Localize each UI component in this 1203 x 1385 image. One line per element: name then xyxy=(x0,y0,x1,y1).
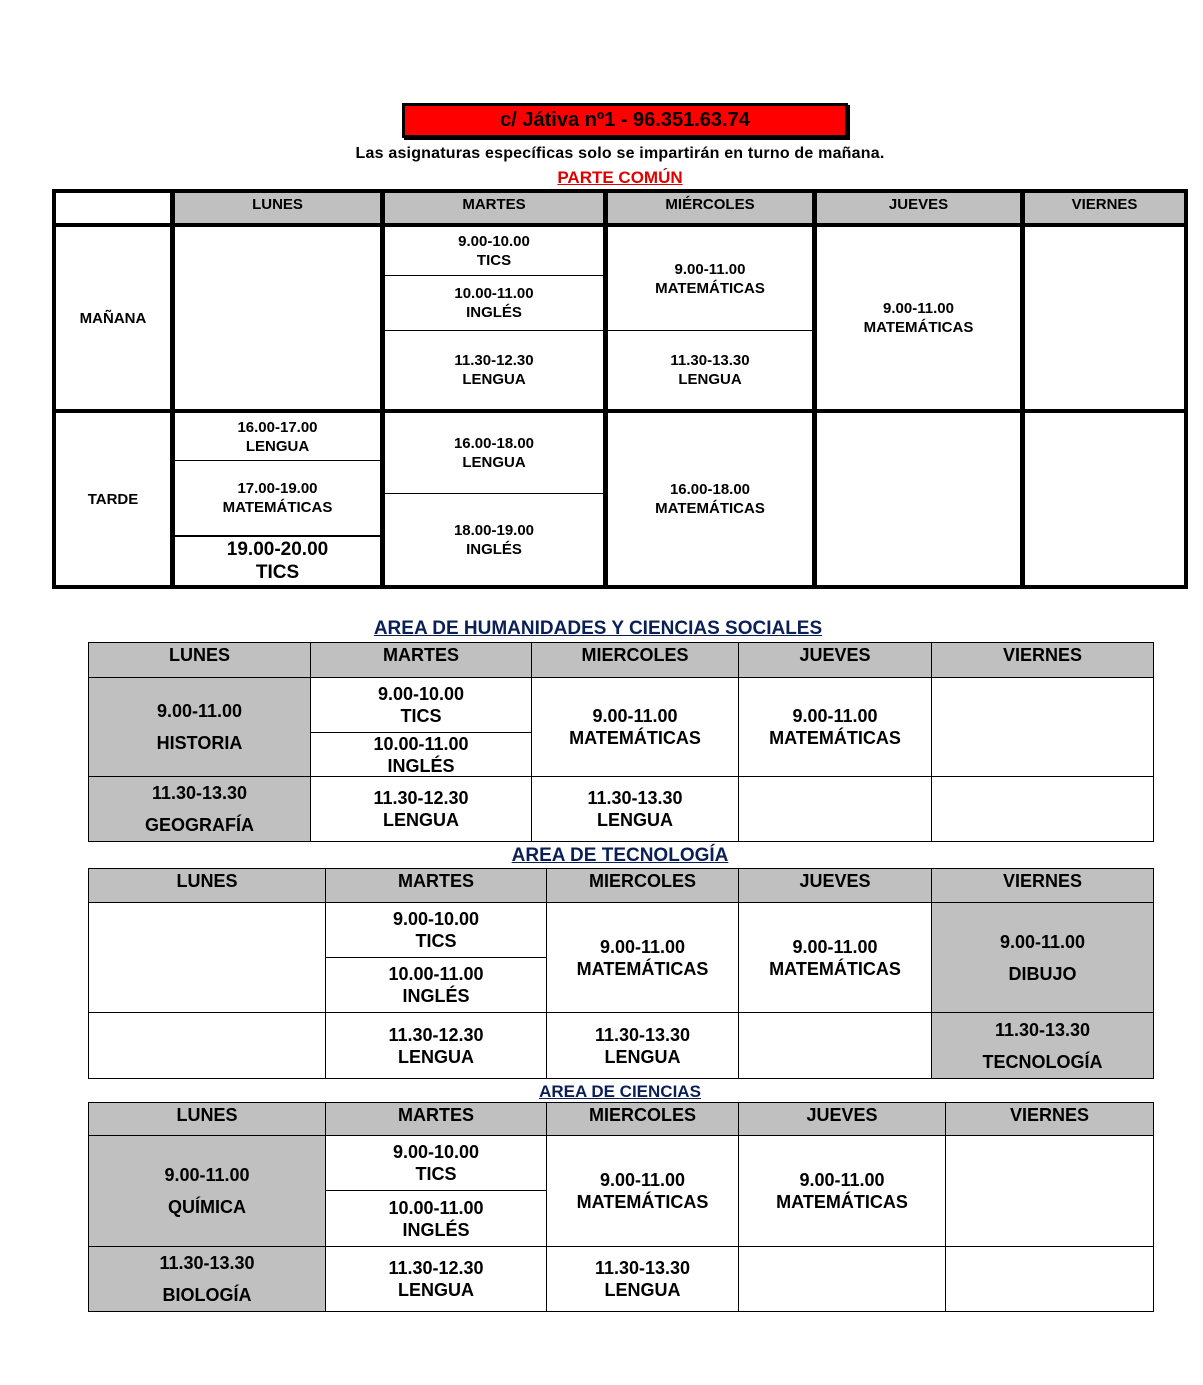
slot-martes-1 xyxy=(311,678,532,733)
slot-jueves-1 xyxy=(739,678,932,777)
slot-viernes-2 xyxy=(932,1013,1153,1078)
slot-subject: TICS xyxy=(476,252,512,269)
slot-time: 9.00-11.00 xyxy=(883,300,954,317)
corner-cell xyxy=(56,193,170,223)
tecnologia-title: AREA DE TECNOLOGÍA xyxy=(511,845,729,866)
header-jueves: JUEVES xyxy=(817,193,1020,223)
slot-subject: TICS xyxy=(415,931,457,951)
slot-subject: LENGUA xyxy=(398,1280,474,1300)
slot-time: 11.30-12.30 xyxy=(454,352,534,369)
header-viernes: VIERNES xyxy=(932,869,1153,903)
address-text: c/ Játiva nº1 - 96.351.63.74 xyxy=(500,109,750,131)
header-miercoles: MIERCOLES xyxy=(532,643,739,678)
slot-lunes-1 xyxy=(89,1136,326,1247)
ciencias-title: AREA DE CIENCIAS xyxy=(539,1082,701,1101)
slot-time: 11.30-13.30 xyxy=(587,788,683,808)
slot-subject: LENGUA xyxy=(678,371,742,388)
header-jueves: JUEVES xyxy=(739,643,932,678)
slot-t-lunes-3 xyxy=(175,537,380,585)
slot-martes-1 xyxy=(326,1136,547,1191)
slot-time: 10.00-11.00 xyxy=(454,285,534,302)
slot-subject: HISTORIA xyxy=(156,733,243,753)
manana-lunes-empty xyxy=(175,227,380,409)
slot-time: 11.30-13.30 xyxy=(670,352,750,369)
header-miercoles: MIERCOLES xyxy=(547,869,739,903)
header-viernes: VIERNES xyxy=(1025,193,1184,223)
slot-subject: LENGUA xyxy=(383,810,459,830)
slot-subject: TECNOLOGÍA xyxy=(982,1051,1103,1072)
manana-viernes-empty xyxy=(1025,227,1184,409)
slot-time: 16.00-18.00 xyxy=(453,435,535,452)
tarde-viernes-empty xyxy=(1025,413,1184,585)
slot-time: 11.30-13.30 xyxy=(994,1019,1091,1040)
parte-comun-title: PARTE COMÚN xyxy=(557,168,683,187)
slot-subject: MATEMÁTICAS xyxy=(576,958,709,979)
slot-time: 9.00-11.00 xyxy=(592,706,678,726)
slot-t-mier xyxy=(608,413,812,585)
slot-lunes-1 xyxy=(89,678,311,777)
slot-time: 9.00-11.00 xyxy=(599,936,686,957)
slot-subject: INGLÉS xyxy=(402,986,470,1006)
slot-t-martes-2 xyxy=(385,494,603,585)
slot-subject: INGLÉS xyxy=(466,540,522,558)
empty-lunes-2 xyxy=(89,1013,326,1078)
tarde-jueves-empty xyxy=(817,413,1020,585)
slot-mier-1 xyxy=(547,1136,739,1247)
schedule-note: Las asignaturas específicas solo se impartirán en turno de mañana. xyxy=(355,145,885,162)
empty-viernes-1 xyxy=(946,1136,1153,1247)
slot-martes-3 xyxy=(326,1013,547,1078)
slot-time: 18.00-19.00 xyxy=(453,521,535,539)
slot-time: 9.00-10.00 xyxy=(458,233,530,250)
slot-lunes-2 xyxy=(89,777,311,841)
header-martes: MARTES xyxy=(385,193,603,223)
slot-time: 10.00-11.00 xyxy=(388,964,484,984)
slot-subject: MATEMÁTICAS xyxy=(655,500,765,517)
slot-m-martes-2 xyxy=(385,276,603,330)
slot-t-lunes-1 xyxy=(175,413,380,460)
ciencias-table xyxy=(88,1102,1154,1312)
slot-mier-2 xyxy=(532,777,739,841)
slot-subject: INGLÉS xyxy=(387,755,455,776)
slot-martes-2 xyxy=(311,733,532,777)
slot-subject: LENGUA xyxy=(462,454,526,471)
slot-time: 9.00-11.00 xyxy=(799,1170,885,1190)
slot-martes-3 xyxy=(311,777,532,841)
slot-time: 11.30-12.30 xyxy=(388,1024,484,1045)
empty-viernes-1 xyxy=(932,678,1153,777)
slot-t-martes-1 xyxy=(385,413,603,493)
slot-mier-2 xyxy=(547,1247,739,1311)
slot-time: 10.00-11.00 xyxy=(388,1197,484,1218)
slot-subject: TICS xyxy=(255,562,300,583)
header-jueves: JUEVES xyxy=(739,1103,946,1136)
slot-subject: LENGUA xyxy=(597,810,673,830)
header-viernes: VIERNES xyxy=(946,1103,1153,1136)
header-martes: MARTES xyxy=(326,869,547,903)
slot-time: 9.00-10.00 xyxy=(392,1142,480,1162)
slot-subject: LENGUA xyxy=(245,437,310,455)
slot-subject: MATEMÁTICAS xyxy=(769,728,901,748)
slot-martes-2 xyxy=(326,958,547,1013)
humanidades-table xyxy=(88,642,1154,842)
slot-subject: INGLÉS xyxy=(402,1219,470,1240)
slot-lunes-2 xyxy=(89,1247,326,1311)
slot-martes-2 xyxy=(326,1191,547,1247)
slot-subject: LENGUA xyxy=(462,371,526,388)
slot-subject: MATEMÁTICAS xyxy=(769,958,901,979)
empty-jueves-2 xyxy=(739,1013,932,1078)
empty-viernes-2 xyxy=(932,777,1153,841)
slot-time: 19.00-20.00 xyxy=(226,539,329,560)
slot-jueves-1 xyxy=(739,1136,946,1247)
slot-subject: INGLÉS xyxy=(466,304,522,321)
slot-subject: LENGUA xyxy=(604,1046,681,1067)
slot-subject: GEOGRAFÍA xyxy=(144,815,254,835)
humanidades-title: AREA DE HUMANIDADES Y CIENCIAS SOCIALES xyxy=(373,618,823,639)
slot-time: 11.30-12.30 xyxy=(388,1258,484,1278)
slot-time: 9.00-11.00 xyxy=(674,260,746,278)
slot-subject: MATEMÁTICAS xyxy=(655,279,765,297)
slot-m-jueves xyxy=(817,227,1020,409)
header-lunes: LUNES xyxy=(89,869,326,903)
slot-time: 11.30-12.30 xyxy=(373,788,469,808)
slot-m-martes-1 xyxy=(385,227,603,275)
slot-time: 9.00-11.00 xyxy=(599,1170,686,1190)
slot-time: 9.00-11.00 xyxy=(792,936,878,957)
slot-m-mier-2 xyxy=(608,331,812,409)
slot-subject: DIBUJO xyxy=(1008,963,1077,984)
slot-time: 10.00-11.00 xyxy=(373,733,469,754)
slot-time: 11.30-13.30 xyxy=(151,783,248,803)
slot-subject: LENGUA xyxy=(604,1280,681,1300)
slot-jueves-1 xyxy=(739,903,932,1013)
slot-time: 9.00-10.00 xyxy=(392,909,480,929)
parte-comun-table xyxy=(52,189,1188,589)
slot-time: 11.30-13.30 xyxy=(159,1253,255,1273)
header-miercoles: MIERCOLES xyxy=(547,1103,739,1136)
slot-subject: TICS xyxy=(415,1164,457,1184)
slot-subject: MATEMÁTICAS xyxy=(576,1192,709,1212)
slot-subject: MATEMÁTICAS xyxy=(776,1192,908,1212)
slot-subject: MATEMÁTICAS xyxy=(863,319,974,336)
slot-time: 16.00-17.00 xyxy=(237,418,318,436)
slot-time: 11.30-13.30 xyxy=(594,1024,691,1045)
empty-viernes-2 xyxy=(946,1247,1153,1311)
slot-m-martes-3 xyxy=(385,331,603,409)
slot-martes-1 xyxy=(326,903,547,958)
slot-subject: QUÍMICA xyxy=(168,1197,246,1217)
slot-time: 17.00-19.00 xyxy=(237,480,318,497)
slot-time: 9.00-11.00 xyxy=(156,701,243,721)
row-label-manana: MAÑANA xyxy=(56,227,170,409)
empty-lunes-1 xyxy=(89,903,326,1013)
slot-subject: MATEMÁTICAS xyxy=(569,728,701,748)
slot-mier-2 xyxy=(547,1013,739,1078)
slot-t-lunes-2 xyxy=(175,461,380,535)
slot-subject: BIOLOGÍA xyxy=(162,1285,252,1305)
slot-time: 9.00-11.00 xyxy=(792,706,878,726)
slot-subject: LENGUA xyxy=(398,1046,474,1067)
header-miercoles: MIÉRCOLES xyxy=(608,193,812,223)
slot-time: 16.00-18.00 xyxy=(669,481,751,498)
slot-mier-1 xyxy=(547,903,739,1013)
slot-subject: MATEMÁTICAS xyxy=(222,499,333,516)
header-jueves: JUEVES xyxy=(739,869,932,903)
slot-mier-1 xyxy=(532,678,739,777)
slot-m-mier-1 xyxy=(608,227,812,330)
slot-time: 9.00-11.00 xyxy=(164,1165,250,1185)
slot-martes-3 xyxy=(326,1247,547,1311)
slot-viernes-1 xyxy=(932,903,1153,1013)
empty-jueves-2 xyxy=(739,777,932,841)
slot-time: 9.00-10.00 xyxy=(377,684,465,704)
header-lunes: LUNES xyxy=(89,1103,326,1136)
header-martes: MARTES xyxy=(326,1103,547,1136)
header-lunes: LUNES xyxy=(89,643,311,678)
header-viernes: VIERNES xyxy=(932,643,1153,678)
tecnologia-table xyxy=(88,868,1154,1079)
empty-jueves-2 xyxy=(739,1247,946,1311)
slot-subject: TICS xyxy=(400,706,442,726)
address-banner xyxy=(402,103,848,138)
slot-time: 9.00-11.00 xyxy=(999,931,1086,952)
header-lunes: LUNES xyxy=(175,193,380,223)
row-label-tarde: TARDE xyxy=(56,413,170,585)
slot-time: 11.30-13.30 xyxy=(594,1258,691,1278)
header-martes: MARTES xyxy=(311,643,532,678)
